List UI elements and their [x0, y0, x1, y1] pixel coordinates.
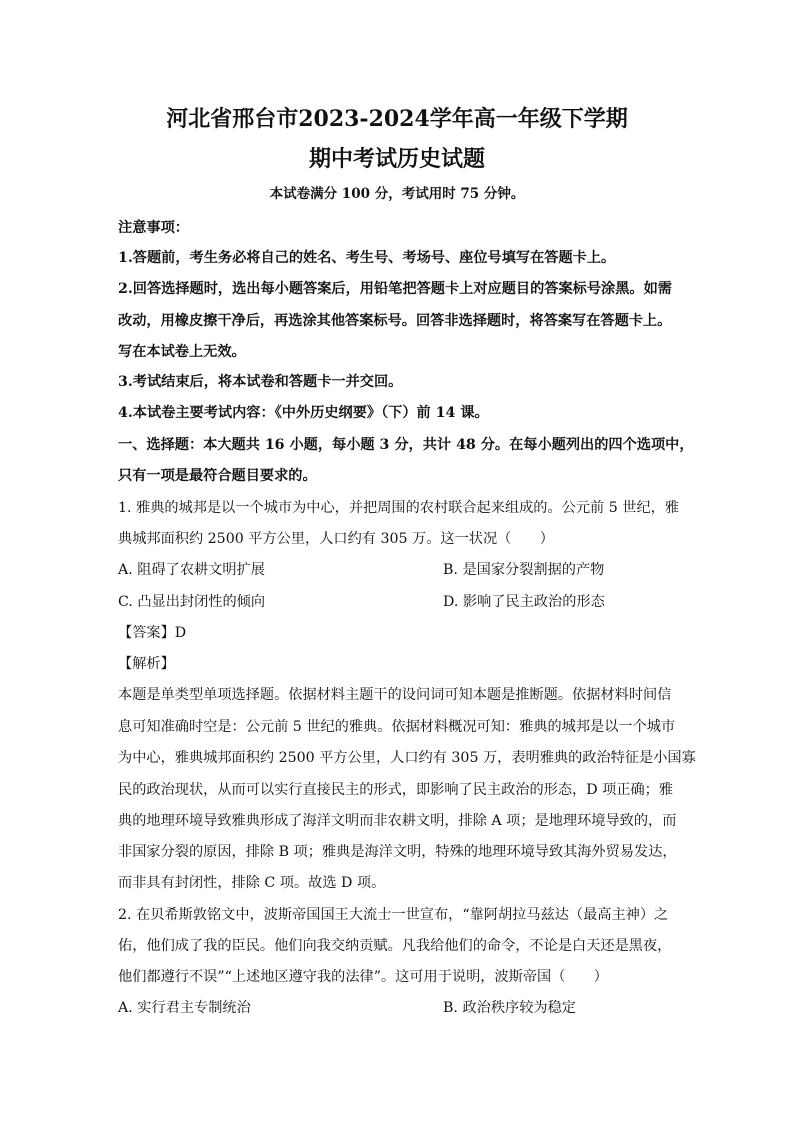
notes-heading: 注意事项： [118, 220, 189, 236]
q2-stem-line3: 他们都遵行不误”“上述地区遵守我的法律”。这可用于说明，波斯帝国（ ） [118, 969, 608, 985]
q1-option-d: D. 影响了民主政治的形态 [443, 594, 605, 610]
q2-stem-line1: 2. 在贝希斯敦铭文中，波斯帝国国王大流士一世宣布，“靠阿胡拉马兹达（最高主神）之 [118, 907, 669, 923]
q1-analysis-line2: 息可知准确时空是：公元前 5 世纪的雅典。依据材料概况可知：雅典的城邦是以一个城市 [118, 719, 676, 735]
exam-title-line2: 期中考试历史试题 [308, 146, 485, 172]
q1-analysis-line6: 非国家分裂的原因，排除 B 项；雅典是海洋文明，特殊的地理环境导致其海外贸易发达， [118, 844, 677, 860]
q1-stem-line1: 1. 雅典的城邦是以一个城市为中心，并把周围的农村联合起来组成的。公元前 5 世纪，雅 [118, 500, 680, 516]
q1-stem-line2: 典城邦面积约 2500 平方公里，人口约有 305 万。这一状况（ ） [118, 531, 554, 547]
q2-option-a: A. 实行君主专制统治 [118, 1000, 251, 1016]
q2-stem-line2: 佑，他们成了我的臣民。他们向我交纳贡赋。凡我给他们的命令，不论是白天还是黑夜， [118, 938, 672, 954]
note-2-line2: 改动，用橡皮擦干净后，再选涂其他答案标号。回答非选择题时，将答案写在答题卡上。 [118, 313, 672, 329]
note-2-line3: 写在本试卷上无效。 [118, 344, 246, 360]
note-3: 3.考试结束后，将本试卷和答题卡一并交回。 [118, 374, 403, 390]
q1-option-c: C. 凸显出封闭性的倾向 [118, 594, 266, 610]
note-2-line1: 2.回答选择题时，选出每小题答案后，用铅笔把答题卡上对应题目的答案标号涂黑。如需 [118, 281, 672, 297]
q1-option-b: B. 是国家分裂割据的产物 [443, 562, 605, 578]
q1-analysis-line5: 典的地理环境导致雅典形成了海洋文明而非农耕文明，排除 A 项；是地理环境导致的，而 [118, 813, 677, 829]
q1-analysis-line3: 为中心，雅典城邦面积约 2500 平方公里，人口约有 305 万，表明雅典的政治特征是小国寡 [118, 750, 696, 766]
q1-answer: 【答案】D [118, 625, 187, 641]
section-heading-line2: 只有一项是最符合题目要求的。 [118, 468, 317, 484]
exam-title-line1: 河北省邢台市2023-2024学年高一年级下学期 [166, 106, 628, 132]
exam-subtitle: 本试卷满分 100 分，考试用时 75 分钟。 [269, 186, 525, 202]
q1-analysis-line1: 本题是单类型单项选择题。依据材料主题干的设问词可知本题是推断题。依据材料时间信 [118, 687, 672, 703]
q2-option-b: B. 政治秩序较为稳定 [443, 1000, 576, 1016]
section-heading-line1: 一、选择题：本大题共 16 小题，每小题 3 分，共计 48 分。在每小题列出的四个选项中， [118, 437, 694, 453]
note-1: 1.答题前，考生务必将自己的姓名、考生号、考场号、座位号填写在答题卡上。 [118, 250, 616, 266]
q1-option-a: A. 阻碍了农耕文明扩展 [118, 562, 265, 578]
q1-analysis-label: 【解析】 [118, 656, 175, 672]
q1-analysis-line4: 民的政治现状，从而可以实行直接民主的形式，即影响了民主政治的形态，D 项正确；雅 [118, 782, 674, 798]
q1-analysis-line7: 而非具有封闭性，排除 C 项。故选 D 项。 [118, 875, 386, 891]
note-4: 4.本试卷主要考试内容：《中外历史纲要》（下）前 14 课。 [118, 405, 489, 421]
